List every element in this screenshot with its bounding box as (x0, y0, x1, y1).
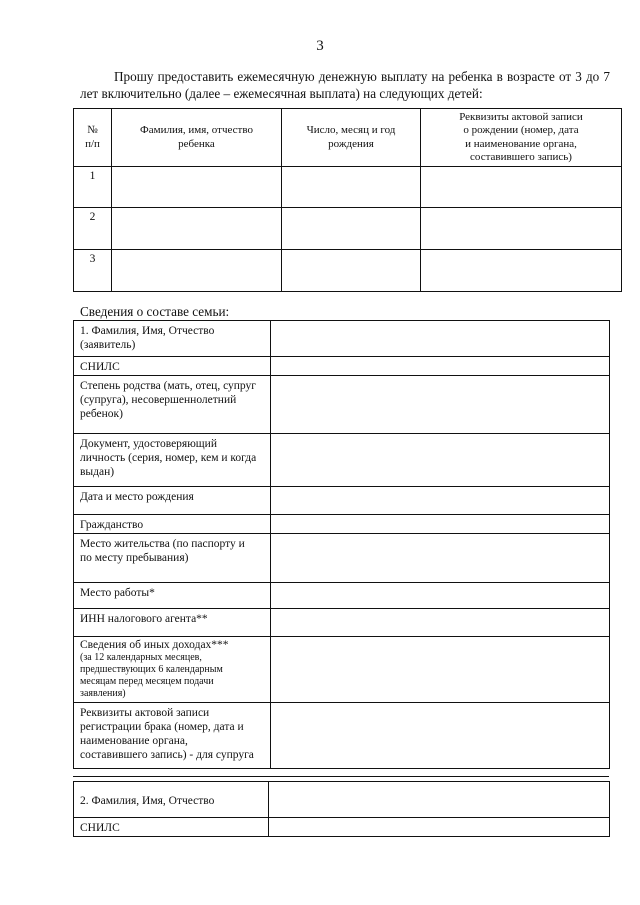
family-member-1-table (73, 320, 610, 769)
intro-line-1: Прошу предоставить ежемесячную денежную выплату на ребенка в возрасте от 3 до 7 (114, 69, 610, 84)
snils-label: СНИЛС (74, 357, 271, 376)
table-row (74, 208, 622, 250)
row-number: 3 (74, 250, 112, 292)
child-name-cell[interactable] (112, 250, 282, 292)
children-table (73, 108, 622, 292)
work-label: Место работы* (74, 583, 271, 609)
family-heading: Сведения о составе семьи: (80, 304, 230, 319)
birth-value[interactable] (271, 487, 610, 515)
income-label (74, 637, 271, 703)
citizenship-label: Гражданство (74, 515, 271, 534)
child-birth-cell[interactable] (282, 208, 421, 250)
citizenship-value[interactable] (271, 515, 610, 534)
fio-label: 1. Фамилия, Имя, Отчество (заявитель) (74, 321, 271, 357)
snils-value[interactable] (269, 818, 610, 837)
fio-label: 2. Фамилия, Имя, Отчество (74, 782, 269, 818)
header-birth-date: Число, месяц и год рождения (282, 109, 421, 167)
family-member-2-table (73, 781, 610, 837)
inn-label: ИНН налогового агента** (74, 609, 271, 637)
marriage-value[interactable] (271, 703, 610, 769)
income-title: Сведения об иных доходах*** (80, 639, 229, 651)
relation-value[interactable] (271, 376, 610, 434)
header-birth-record: Реквизиты актовой записи о рождении (номер, дата и наименование органа, составившего запись) (421, 109, 622, 167)
child-record-cell[interactable] (421, 250, 622, 292)
fio-value[interactable] (271, 321, 610, 357)
income-note: (за 12 календарных месяцев, предшествующих 6 календарным месяцам перед месяцем подачи заявления) (80, 652, 223, 699)
table-row (74, 250, 622, 292)
page-number: 3 (316, 38, 324, 54)
child-name-cell[interactable] (112, 167, 282, 208)
divider-line (73, 776, 609, 777)
residence-value[interactable] (271, 534, 610, 583)
child-birth-cell[interactable] (282, 250, 421, 292)
child-birth-cell[interactable] (282, 167, 421, 208)
inn-value[interactable] (271, 609, 610, 637)
fio-value[interactable] (269, 782, 610, 818)
document-label: Документ, удостоверяющий личность (серия, номер, кем и когда выдан) (74, 434, 271, 487)
document-value[interactable] (271, 434, 610, 487)
table-row (74, 167, 622, 208)
child-record-cell[interactable] (421, 167, 622, 208)
row-number: 2 (74, 208, 112, 250)
child-record-cell[interactable] (421, 208, 622, 250)
snils-label: СНИЛС (74, 818, 269, 837)
header-child-name: Фамилия, имя, отчество ребенка (112, 109, 282, 167)
work-value[interactable] (271, 583, 610, 609)
marriage-label: Реквизиты актовой записи регистрации брака (номер, дата и наименование органа, составившего запись) - для супруга (74, 703, 271, 769)
row-number: 1 (74, 167, 112, 208)
residence-label: Место жительства (по паспорту и по месту пребывания) (74, 534, 271, 583)
income-value[interactable] (271, 637, 610, 703)
header-num: № п/п (74, 109, 112, 167)
snils-value[interactable] (271, 357, 610, 376)
intro-line-2: лет включительно (далее – ежемесячная выплата) на следующих детей: (80, 86, 483, 101)
relation-label: Степень родства (мать, отец, супруг (супруга), несовершеннолетний ребенок) (74, 376, 271, 434)
birth-label: Дата и место рождения (74, 487, 271, 515)
child-name-cell[interactable] (112, 208, 282, 250)
intro-paragraph (80, 68, 610, 102)
